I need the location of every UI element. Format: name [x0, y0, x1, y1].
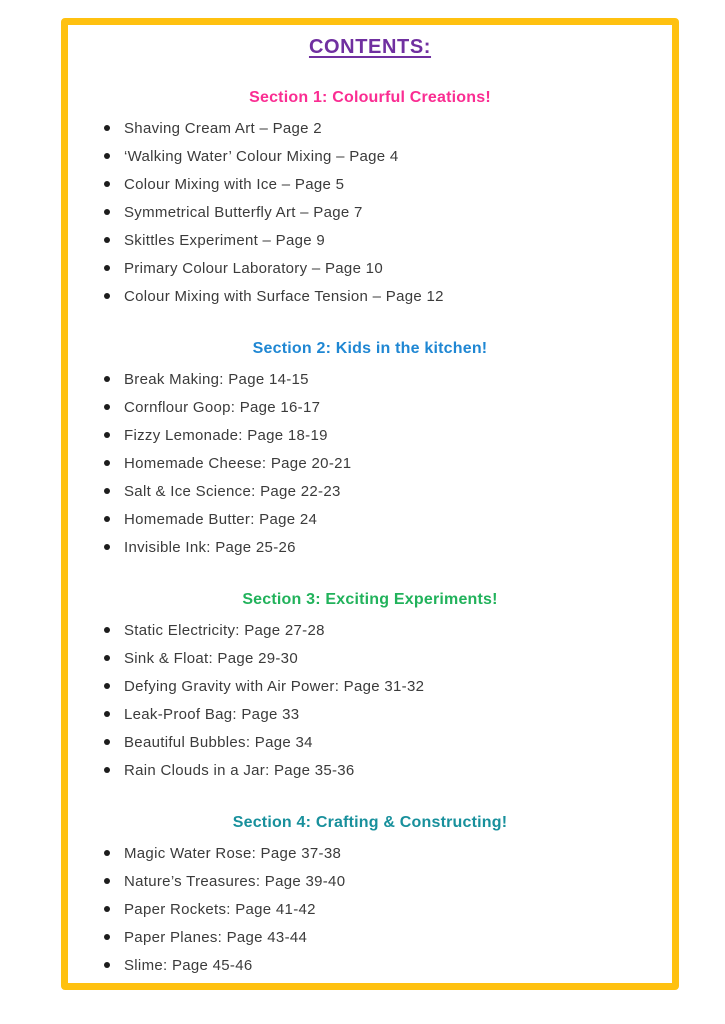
toc-item — [68, 226, 672, 254]
bullet-icon — [104, 265, 110, 271]
bullet-icon — [104, 181, 110, 187]
toc-list — [68, 839, 672, 979]
bullet-icon — [104, 962, 110, 968]
toc-item — [68, 282, 672, 310]
bullet-icon — [104, 655, 110, 661]
toc-item-label: Symmetrical Butterfly Art – Page 7 — [124, 203, 363, 221]
bullet-icon — [104, 878, 110, 884]
toc-item-label: Skittles Experiment – Page 9 — [124, 231, 325, 249]
section-crafting-constructing — [68, 814, 672, 979]
toc-list — [68, 114, 672, 310]
bullet-icon — [104, 209, 110, 215]
toc-item-label: Leak-Proof Bag: Page 33 — [124, 705, 300, 723]
toc-item — [68, 533, 672, 561]
contents-page — [68, 25, 672, 979]
toc-item-label: Magic Water Rose: Page 37-38 — [124, 844, 342, 862]
toc-item-label: Break Making: Page 14-15 — [124, 370, 309, 388]
bullet-icon — [104, 125, 110, 131]
section-exciting-experiments — [68, 591, 672, 784]
toc-item-label: Salt & Ice Science: Page 22-23 — [124, 482, 341, 500]
bullet-icon — [104, 711, 110, 717]
section-heading: Section 3: Exciting Experiments! — [242, 591, 498, 608]
bullet-icon — [104, 460, 110, 466]
toc-item — [68, 839, 672, 867]
toc-item-label: Nature’s Treasures: Page 39-40 — [124, 872, 346, 890]
toc-item-label: Homemade Butter: Page 24 — [124, 510, 318, 528]
toc-item — [68, 644, 672, 672]
toc-item — [68, 756, 672, 784]
toc-item — [68, 700, 672, 728]
bullet-icon — [104, 544, 110, 550]
page-border-frame — [61, 18, 679, 990]
bullet-icon — [104, 906, 110, 912]
bullet-icon — [104, 376, 110, 382]
toc-item-label: Fizzy Lemonade: Page 18-19 — [124, 426, 328, 444]
bullet-icon — [104, 739, 110, 745]
toc-item — [68, 616, 672, 644]
bullet-icon — [104, 627, 110, 633]
toc-item-label: Homemade Cheese: Page 20-21 — [124, 454, 352, 472]
toc-item-label: Colour Mixing with Surface Tension – Page 12 — [124, 287, 444, 305]
toc-item-label: Invisible Ink: Page 25-26 — [124, 538, 296, 556]
toc-item-label: ‘Walking Water’ Colour Mixing – Page 4 — [124, 147, 399, 165]
section-colourful-creations — [68, 89, 672, 310]
toc-item-label: Colour Mixing with Ice – Page 5 — [124, 175, 345, 193]
bullet-icon — [104, 850, 110, 856]
toc-item — [68, 142, 672, 170]
toc-item-label: Primary Colour Laboratory – Page 10 — [124, 259, 383, 277]
bullet-icon — [104, 488, 110, 494]
bullet-icon — [104, 683, 110, 689]
toc-item — [68, 895, 672, 923]
section-heading: Section 4: Crafting & Constructing! — [232, 814, 508, 831]
toc-item — [68, 449, 672, 477]
toc-list — [68, 365, 672, 561]
bullet-icon — [104, 404, 110, 410]
toc-item-label: Cornflour Goop: Page 16-17 — [124, 398, 321, 416]
toc-item — [68, 114, 672, 142]
toc-item — [68, 672, 672, 700]
section-heading: Section 1: Colourful Creations! — [249, 89, 491, 106]
toc-item — [68, 254, 672, 282]
toc-item — [68, 477, 672, 505]
toc-item — [68, 421, 672, 449]
toc-item — [68, 393, 672, 421]
toc-item — [68, 867, 672, 895]
section-heading: Section 2: Kids in the kitchen! — [252, 340, 488, 357]
toc-item — [68, 365, 672, 393]
section-kids-in-the-kitchen — [68, 340, 672, 561]
bullet-icon — [104, 153, 110, 159]
toc-item — [68, 505, 672, 533]
toc-item — [68, 951, 672, 979]
toc-item-label: Paper Rockets: Page 41-42 — [124, 900, 316, 918]
bullet-icon — [104, 293, 110, 299]
bullet-icon — [104, 237, 110, 243]
toc-item — [68, 728, 672, 756]
page-title: CONTENTS: — [308, 36, 432, 58]
toc-item — [68, 923, 672, 951]
toc-item-label: Defying Gravity with Air Power: Page 31-32 — [124, 677, 425, 695]
bullet-icon — [104, 516, 110, 522]
toc-item-label: Sink & Float: Page 29-30 — [124, 649, 298, 667]
toc-item-label: Rain Clouds in a Jar: Page 35-36 — [124, 761, 355, 779]
toc-item-label: Static Electricity: Page 27-28 — [124, 621, 325, 639]
toc-list — [68, 616, 672, 784]
toc-item-label: Slime: Page 45-46 — [124, 956, 253, 974]
bullet-icon — [104, 934, 110, 940]
toc-item-label: Shaving Cream Art – Page 2 — [124, 119, 322, 137]
bullet-icon — [104, 767, 110, 773]
toc-item — [68, 198, 672, 226]
toc-item-label: Beautiful Bubbles: Page 34 — [124, 733, 313, 751]
bullet-icon — [104, 432, 110, 438]
toc-item — [68, 170, 672, 198]
toc-item-label: Paper Planes: Page 43-44 — [124, 928, 308, 946]
